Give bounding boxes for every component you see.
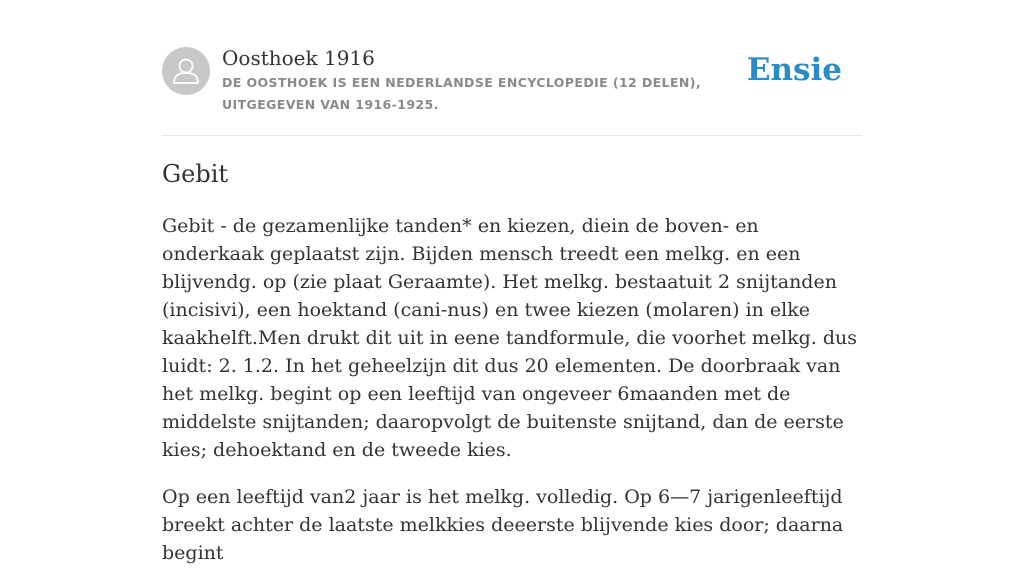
article-paragraph: Gebit - de gezamenlijke tanden* en kiezen, diein de boven- en onderkaak geplaatst zijn. Bijden mensch treedt een melkg. en een blijvendg. op (zie plaat Geraamte). Het melkg. bestaatuit 2 snijtanden (incisivi), een hoektand (cani-nus) en twee kiezen (molaren) in elke kaakhelft.Men drukt dit uit in eene tandformule, die voorhet melkg. dus luidt: 2. 1.2. In het geheelzijn dit dus 20 elementen. De doorbraak van het melkg. begint op een leeftijd van ongeveer 6maanden met de middelste snijtanden; daaropvolgt de buitenste snijtand, dan de eerste kies; dehoektand en de tweede kies. bbox=[162, 215, 858, 461]
article-paragraph: Op een leeftijd van2 jaar is het melkg. volledig. Op 6—7 jarigenleeftijd breekt achter de laatste melkkies deeerste blijvende kies door; daarna begint bbox=[162, 486, 844, 564]
ensie-logo[interactable]: Ensie bbox=[746, 52, 842, 88]
source-avatar[interactable] bbox=[162, 47, 210, 95]
user-icon bbox=[162, 47, 210, 95]
source-description: DE OOSTHOEK IS EEN NEDERLANDSE ENCYCLOPEDIE (12 DELEN), UITGEGEVEN VAN 1916-1925. bbox=[222, 75, 702, 112]
article-headword: Gebit bbox=[162, 160, 229, 188]
source-title[interactable]: Oosthoek 1916 bbox=[222, 46, 375, 70]
article-body bbox=[162, 212, 862, 586]
source-header bbox=[162, 0, 862, 136]
page-container bbox=[162, 0, 862, 564]
